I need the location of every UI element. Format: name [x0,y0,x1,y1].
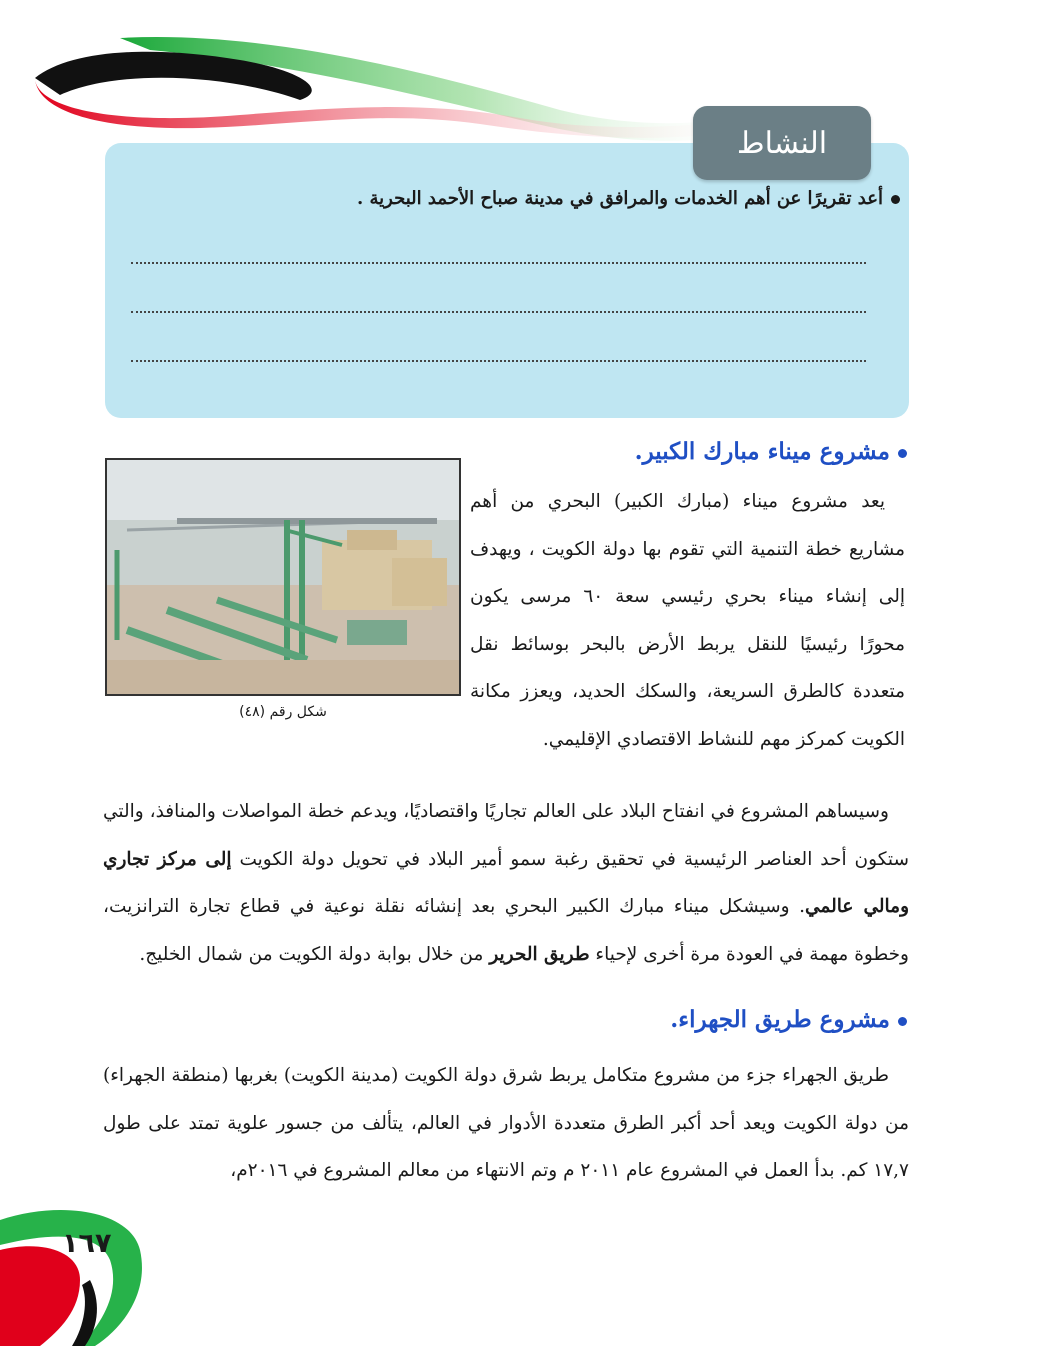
section-heading-jahra-road: مشروع طريق الجهراء. [670,1006,907,1033]
kuwait-flag-swoosh [0,0,760,150]
section1-paragraph-2: وسيساهم المشروع في انفتاح البلاد على العالم تجاريًا واقتصاديًا، ويدعم خطة المواصلات والمنافذ، والتي ستكون أحد العناصر الرئيسية في تحقيق رغبة سمو أمير البلاد في تحويل دولة الكويت إلى مركز تجاري ومالي عالمي. وسيشكل ميناء مبارك الكبير البحري بعد إنشائه نقلة نوعية في قطاع تجارة الترانزيت، وخطوة مهمة في العودة مرة أخرى لإحياء طريق الحرير من خلال بوابة دولة الكويت من شمال الخليج. [103,801,910,965]
section2-paragraph [103,1052,909,1195]
bold-global-center: إلى مركز تجاري ومالي عالمي [103,848,910,917]
activity-tab [693,106,871,180]
activity-box [105,143,909,418]
figure-caption: شكل رقم (٤٨) [239,704,327,720]
answer-line[interactable] [131,360,866,362]
activity-question [180,188,900,209]
bold-silk-road: طريق الحرير [489,943,590,965]
port-construction-photo [105,458,461,696]
page-number: ١٦٧ [62,1228,112,1259]
section1-intro-paragraph [470,478,905,763]
section1-intro-text: يعد مشروع ميناء (مبارك الكبير) البحري من أهم مشاريع خطة التنمية التي تقوم بها دولة الكويت ، ويهدف إلى إنشاء ميناء بحري رئيسي سعة ٦٠ مرسى يكون محورًا رئيسيًا للنقل يربط الأرض بالبحر بوسائط نقل متعددة كالطرق السريعة، والسكك الحديد، ويعزز مكانة الكويت كمركز مهم للنشاط الاقتصادي الإقليمي. [470,491,905,750]
bullet-icon [891,195,900,204]
section-heading-mubarak-port: مشروع ميناء مبارك الكبير. [635,438,907,465]
answer-line[interactable] [131,311,866,313]
answer-line[interactable] [131,262,866,264]
activity-question-text: أعد تقريرًا عن أهم الخدمات والمرافق في مدينة صباح الأحمد البحرية . [356,188,883,209]
bullet-icon [898,449,907,458]
activity-title: النشاط [736,125,828,161]
section2-body-text: طريق الجهراء جزء من مشروع متكامل يربط شرق دولة الكويت (مدينة الكويت) بغربها (منطقة الجهراء) من دولة الكويت ويعد أحد أكبر الطرق متعددة الأدوار في العالم، يتألف من جسور علوية تمتد على طول ١٧,٧ كم. بدأ العمل في المشروع عام ٢٠١١ م وتم الانتهاء من معالم المشروع في ٢٠١٦م، [103,1065,909,1181]
bullet-icon [898,1017,907,1026]
page-corner-badge [0,1200,150,1346]
